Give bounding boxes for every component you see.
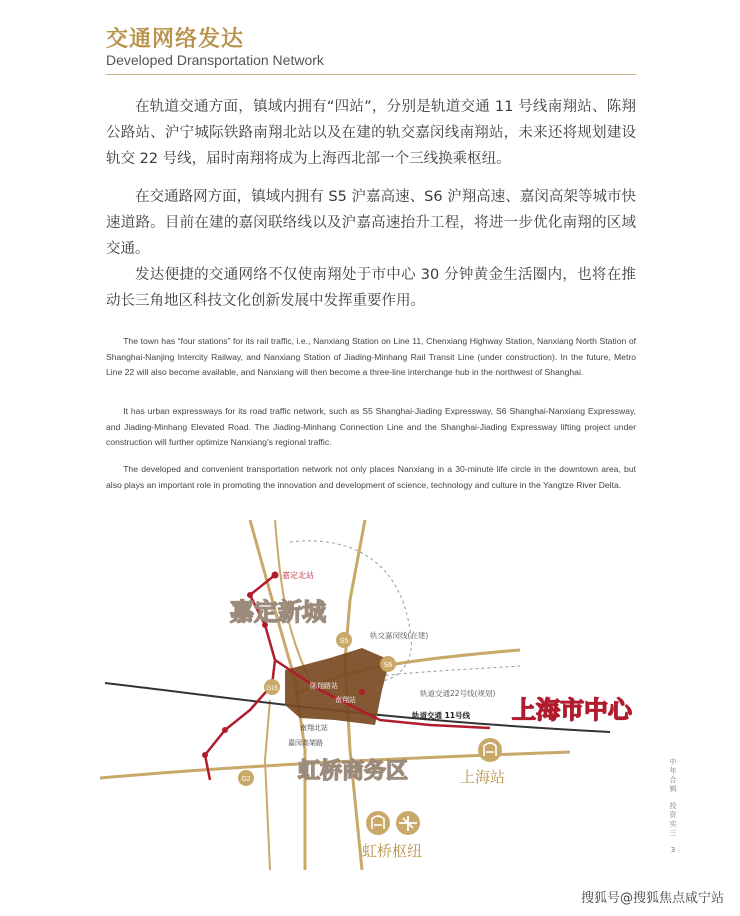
side-char-8: 三 xyxy=(669,829,677,837)
en-paragraph-summary: The developed and convenient transportation network not only places Nanxiang in a 30-minute life circle in the downtown area, but also plays an important role in promoting the innovation and development of science, technology and culture in the Yangtze River Delta. xyxy=(106,464,636,490)
cn-paragraph-rail: 在轨道交通方面，镇域内拥有“四站”，分别是轨道交通 11 号线南翔站、陈翔公路站、沪宁城际铁路南翔北站以及在建的轨交嘉闵线南翔站，未来还将规划建设轨交 22 号线，届时南翔将成为上海西北部一个三线换乘枢纽。 xyxy=(106,99,636,167)
station-dot-6 xyxy=(202,752,208,758)
label-hongqiao-business: 虹桥商务区 xyxy=(298,759,409,784)
label-jiading-new-city: 嘉定新城 xyxy=(230,598,326,626)
cn-paragraph-road: 在交通路网方面，镇域内拥有 S5 沪嘉高速、S6 沪翔高速、嘉闵高架等城市快速道路。目前在建的嘉闵联络线以及沪嘉高速抬升工程，将进一步优化南翔的区域交通。 xyxy=(106,189,636,257)
side-page-label xyxy=(666,758,680,855)
label-line-jiamin: 轨交嘉闵线(在建) xyxy=(370,631,429,640)
label-line-11: 轨道交通 11号线 xyxy=(412,711,471,720)
side-char-4: 辑 xyxy=(669,785,677,793)
label-nanxiang-station: 南翔站 xyxy=(335,696,356,704)
page-number: 3 xyxy=(670,846,676,854)
title-divider xyxy=(106,74,636,75)
label-chenxiang-rd: 陈翔路站 xyxy=(310,682,338,690)
label-line-22: 轨道交通22号线(规划) xyxy=(420,689,496,698)
badge-g15: G15 xyxy=(266,686,278,692)
label-jiading-north-station: 嘉定北站 xyxy=(282,571,314,580)
label-shanghai-station: 上海站 xyxy=(460,768,506,786)
side-char-1: 中 xyxy=(669,758,677,766)
label-shanghai-center: 上海市中心 xyxy=(512,696,632,724)
station-dot-5 xyxy=(222,727,228,733)
transport-map xyxy=(100,520,660,870)
road-jiamin-elevated xyxy=(265,700,270,870)
badge-s5: S5 xyxy=(339,638,349,645)
side-char-2: 年 xyxy=(669,767,677,775)
station-jiading-north-dot xyxy=(272,572,279,579)
side-char-7: 实 xyxy=(669,820,677,828)
label-jiamin-elevated: 嘉闵高架路 xyxy=(288,739,323,747)
station-nanxiang-dot xyxy=(359,689,365,695)
watermark: 搜狐号@搜狐焦点咸宁站 xyxy=(580,891,724,906)
section-title-en: Developed Dransportation Network xyxy=(106,52,324,68)
badge-s6: S6 xyxy=(383,662,393,669)
shanghai-station-icon xyxy=(478,738,502,762)
side-char-5: 投 xyxy=(669,802,677,810)
en-paragraph-road: It has urban expressways for its road traffic network, such as S5 Shanghai-Jiading Expressway, S6 Shanghai-Nanxiang Expressway, and Jiading-Minhang Elevated Road. The Jiading-Minhang Connection Line and the Shanghai-Jiading Expressway lifting project under construction will further optimize Nanxiang's regional traffic. xyxy=(106,406,636,447)
side-char-6: 资 xyxy=(669,811,677,819)
hongqiao-train-icon xyxy=(366,811,390,835)
en-paragraph-rail: The town has “four stations” for its rail traffic, i.e., Nanxiang Station on Line 11, Chenxiang Highway Station, Nanxiang North Station of Shanghai-Nanjing Intercity Railway, and Nanxiang Station of Jiading-Minhang Rail Transit Line (under construction). In the future, Metro Line 22 will also become available, and Nanxiang will then become a three-line interchange hub in the northwest of Shanghai. xyxy=(106,336,636,377)
label-hongqiao-hub: 虹桥枢纽 xyxy=(362,842,423,860)
side-char-3: 合 xyxy=(669,776,677,784)
section-title-cn: 交通网络发达 xyxy=(106,27,245,52)
badge-g2: G2 xyxy=(241,776,251,783)
cn-paragraph-summary: 发达便捷的交通网络不仅使南翔处于市中心 30 分钟黄金生活圈内，也将在推动长三角地区科技文化创新发展中发挥重要作用。 xyxy=(106,267,636,309)
label-nanxiang-north: 南翔北站 xyxy=(300,724,328,732)
